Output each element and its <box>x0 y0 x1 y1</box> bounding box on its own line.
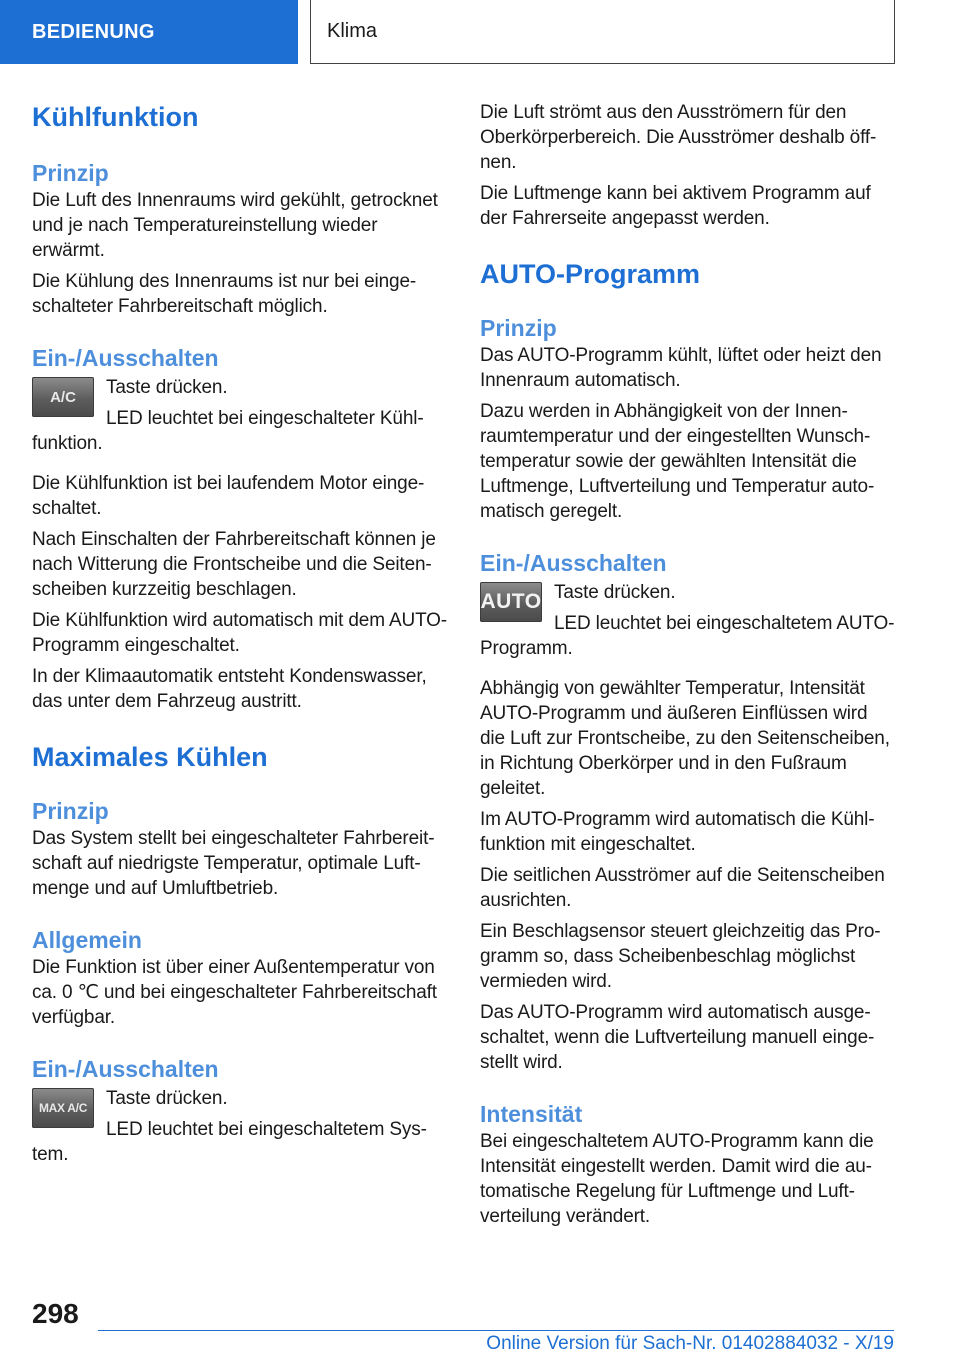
heading-maximales-kuehlen: Maximales Kühlen <box>32 742 268 772</box>
paragraph: Taste drücken. <box>554 582 676 603</box>
paragraph: Die seitlichen Ausströmer auf die Seitenscheiben ausrichten. <box>480 865 885 911</box>
heading-allgemein: Allgemein <box>32 927 142 953</box>
footer-text: Online Version für Sach-Nr. 01402884032 - X/19 <box>486 1333 894 1354</box>
paragraph: Taste drücken. <box>106 377 228 398</box>
paragraph: Die Kühlfunktion ist bei laufendem Motor eingeschaltet. <box>32 473 425 519</box>
page-number: 298 <box>32 1298 79 1329</box>
paragraph: Taste drücken. <box>106 1088 228 1109</box>
paragraph: Die Funktion ist über einer Außentemperatur von ca. 0 ℃ und bei eingeschalteter Fahrbereitschaft verfügbar. <box>32 957 437 1028</box>
auto-button-icon: AUTO <box>480 582 542 622</box>
paragraph: Nach Einschalten der Fahrbereitschaft können je nach Witterung die Frontscheibe und die Seitenscheiben kurzzeitig beschlagen. <box>32 529 436 600</box>
paragraph: Die Luft strömt aus den Ausströmern für den Oberkörperbereich. Die Ausströmer deshalb öffnen. <box>480 102 877 173</box>
heading-prinzip: Prinzip <box>32 798 109 824</box>
heading-kuehlfunktion: Kühlfunktion <box>32 102 199 132</box>
paragraph: Die Luft des Innenraums wird gekühlt, getrocknet und je nach Temperatureinstellung wieder erwärmt. <box>32 190 438 261</box>
heading-intensitaet: Intensität <box>480 1101 583 1127</box>
paragraph: Dazu werden in Abhängigkeit von der Innenraumtemperatur und der eingestellten Wunschtemperatur sowie der gewählten Intensität die Luftmenge, Luftverteilung und Temperatur automatisch geregelt. <box>480 401 875 522</box>
chapter-title: Klima <box>310 0 895 64</box>
heading-ein-ausschalten: Ein-/Ausschalten <box>32 345 219 371</box>
paragraph: Die Kühlfunktion wird automatisch mit dem AUTO-Programm eingeschaltet. <box>32 610 447 656</box>
heading-ein-ausschalten: Ein-/Ausschalten <box>480 550 667 576</box>
paragraph: Abhängig von gewählter Temperatur, Intensität AUTO-Programm und äußeren Einflüssen wird die Luft zur Frontscheibe, zu den Seitenscheiben, in Richtung Oberkörper und in den Fußraum geleitet. <box>480 678 890 799</box>
paragraph: Das AUTO-Programm kühlt, lüftet oder heizt den Innenraum automatisch. <box>480 345 882 391</box>
max-ac-button-icon: MAX A/C <box>32 1088 94 1128</box>
paragraph: Die Luftmenge kann bei aktivem Programm auf der Fahrerseite angepasst werden. <box>480 183 871 229</box>
paragraph: LED leuchtet bei eingeschaltetem AUTO-Programm. <box>480 613 895 659</box>
paragraph: LED leuchtet bei eingeschalteter Kühlfunktion. <box>32 408 424 454</box>
paragraph: Bei eingeschaltetem AUTO-Programm kann die Intensität eingestellt werden. Damit wird die automatische Regelung für Luftmenge und Luftverteilung verändert. <box>480 1131 874 1227</box>
paragraph: Das System stellt bei eingeschalteter Fahrbereitschaft auf niedrigste Temperatur, optimale Luftmenge und auf Umluftbetrieb. <box>32 828 435 899</box>
button-instruction <box>32 375 448 456</box>
paragraph: Das AUTO-Programm wird automatisch ausgeschaltet, wenn die Luftverteilung manuell eingestellt wird. <box>480 1002 875 1073</box>
heading-ein-ausschalten: Ein-/Ausschalten <box>32 1056 219 1082</box>
right-column <box>480 100 896 1229</box>
heading-auto-programm: AUTO-Programm <box>480 259 701 289</box>
left-column <box>32 100 448 1167</box>
paragraph: Die Kühlung des Innenraums ist nur bei eingeschalteter Fahrbereitschaft möglich. <box>32 271 417 317</box>
button-instruction <box>32 1086 448 1167</box>
paragraph: In der Klimaautomatik entsteht Kondenswasser, das unter dem Fahrzeug austritt. <box>32 666 427 712</box>
heading-prinzip: Prinzip <box>480 315 557 341</box>
paragraph: LED leuchtet bei eingeschaltetem System. <box>32 1119 427 1165</box>
paragraph: Ein Beschlagsensor steuert gleichzeitig das Programm so, dass Scheibenbeschlag möglichst vermieden wird. <box>480 921 881 992</box>
section-tab: BEDIENUNG <box>0 0 298 64</box>
heading-prinzip: Prinzip <box>32 160 109 186</box>
footer-divider <box>98 1330 894 1331</box>
paragraph: Im AUTO-Programm wird automatisch die Kühlfunktion mit eingeschaltet. <box>480 809 875 855</box>
button-instruction <box>480 580 896 661</box>
ac-button-icon: A/C <box>32 377 94 417</box>
